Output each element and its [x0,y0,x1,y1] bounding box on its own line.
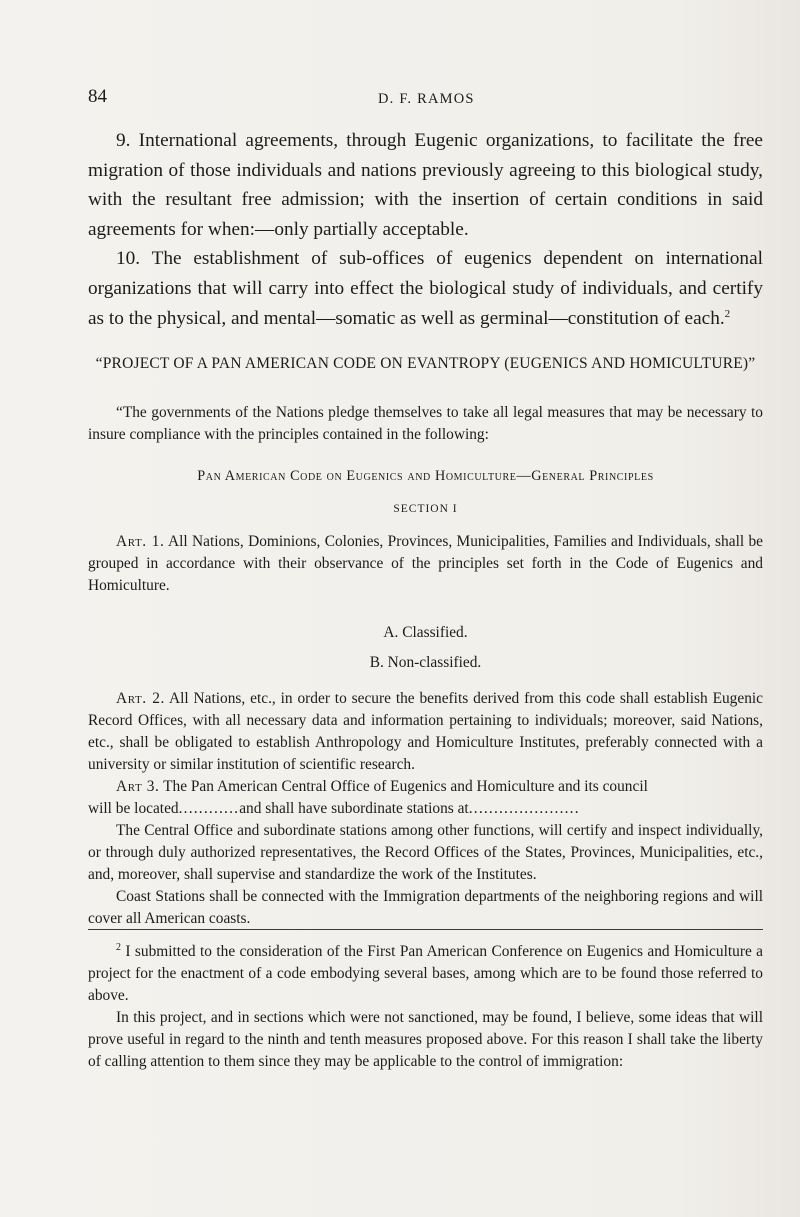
footnote-text-1: I submitted to the consideration of the First Pan American Conference on Eugenics and Homiculture a project for the enactment of a code embodying several bases, among which are to be found those referred to above. [88,943,763,1004]
article-3-paragraph-2: The Central Office and subordinate stations among other functions, will certify and inspect individually, or through duly authorized representatives, the Record Offices of the States, Provinces, Municipalities, etc., and, moreover, shall supervise and standardize the work of the Institutes. [88,822,763,883]
main-text [88,126,763,333]
paragraph-10-text: 10. The establishment of sub-offices of eugenics dependent on international organizations that will carry into effect the biological study of individuals, and certify as to the physical, and mental—somatic as well as germinal—constitution of each. [88,248,763,329]
class-b: B. Non-classified. [369,654,482,671]
footnote-ref[interactable]: 2 [724,307,731,320]
code-text [88,402,763,930]
section-heading: SECTION I [393,503,458,515]
article-3-label: Art 3. [116,778,160,795]
article-2 [88,688,763,776]
running-head: D. F. RAMOS [378,91,475,107]
article-2-label: Art. 2. [116,690,165,707]
blank-dots-b: ...................... [468,800,580,817]
article-3-location-line [88,798,763,820]
classification-list [88,618,763,678]
article-3 [88,776,763,798]
blank-dots-a: ............ [178,800,240,817]
footnote-paragraph-1 [88,941,763,1007]
article-3-located: will be located [88,800,179,817]
footnote-divider [88,929,763,930]
article-1 [88,531,763,597]
code-intro: “The governments of the Nations pledge themselves to take all legal measures that may be necessary to insure compliance with the principles contained in the following: [88,404,763,443]
article-3-stations: and shall have subordinate stations at [239,800,469,817]
article-2-text: All Nations, etc., in order to secure the benefits derived from this code shall establish Eugenic Record Offices, with all necessary data and information pertaining to individuals; moreover, said Nations, etc., shall be obligated to establish Anthropology and Homiculture Institutes, preferably connected with a university or similar institution of scientific research. [88,690,763,773]
page-header [88,86,740,110]
article-1-label: Art. 1. [116,533,165,550]
article-3-text: The Pan American Central Office of Eugenics and Homiculture and its council [163,778,648,795]
class-a: A. Classified. [383,624,468,641]
footnote-paragraph-2: In this project, and in sections which were not sanctioned, may be found, I believe, some ideas that will prove useful in regard to the ninth and tenth measures proposed above. For this reason I shall take the liberty of calling attention to them since they may be applicable to the control of immigration: [88,1009,763,1070]
page-number: 84 [88,86,107,107]
paragraph-10 [88,244,763,333]
paragraph-9: 9. International agreements, through Eugenic organizations, to facilitate the free migration of those individuals and nations previously agreeing to this biological study, with the resultant free admission; with the insertion of certain conditions in said agreements for when:—only partially acceptable. [88,130,763,240]
article-3-paragraph-3: Coast Stations shall be connected with the Immigration departments of the neighboring regions and will cover all American coasts. [88,888,763,927]
code-heading: Pan American Code on Eugenics and Homiculture—General Principles [197,468,654,484]
project-title: “PROJECT OF A PAN AMERICAN CODE ON EVANTROPY (EUGENICS AND HOMICULTURE)” [95,355,756,372]
footnote-marker: 2 [116,942,121,953]
article-1-text: All Nations, Dominions, Colonies, Provinces, Municipalities, Families and Individuals, shall be grouped in accordance with their observance of the principles set forth in the Code of Eugenics and Homiculture. [88,533,763,594]
footnote [88,941,763,1073]
